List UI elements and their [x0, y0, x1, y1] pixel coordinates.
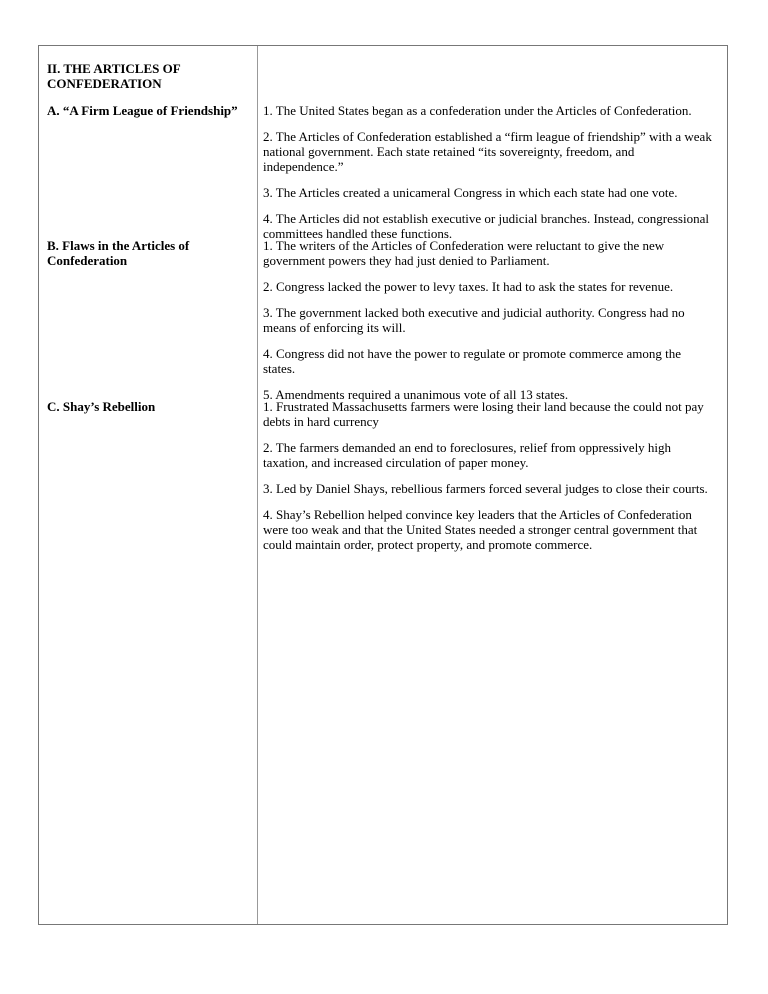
section-items-a [263, 103, 715, 252]
list-item: 1. Frustrated Massachusetts farmers were losing their land because the could not pay debts in hard currency [263, 399, 704, 429]
list-item: 5. Amendments required a unanimous vote of all 13 states. [263, 387, 569, 402]
list-item: 2. The farmers demanded an end to foreclosures, relief from oppressively high taxation, and increased circulation of paper money. [263, 440, 672, 470]
list-item: 4. The Articles did not establish executive or judicial branches. Instead, congressional committees handled these functions. [263, 211, 709, 241]
list-item: 4. Congress did not have the power to regulate or promote commerce among the states. [263, 346, 682, 376]
section-heading-a: A. “A Firm League of Friendship” [47, 103, 238, 118]
list-item: 2. The Articles of Confederation established a “firm league of friendship” with a weak national government. Each state retained “its sovereignty, freedom, and independence.” [263, 129, 712, 174]
list-item: 3. Led by Daniel Shays, rebellious farmers forced several judges to close their courts. [263, 481, 708, 496]
list-item: 1. The United States began as a confederation under the Articles of Confederation. [263, 103, 692, 118]
list-item: 4. Shay’s Rebellion helped convince key leaders that the Articles of Confederation were too weak and that the United States needed a stronger central government that could maintain order, protect property, and promote commerce. [263, 507, 698, 552]
list-item: 3. The government lacked both executive and judicial authority. Congress had no means of enforcing its will. [263, 305, 685, 335]
column-divider [257, 46, 258, 924]
section-heading-b: B. Flaws in the Articles of Confederation [47, 238, 190, 268]
section-heading-c: C. Shay’s Rebellion [47, 399, 156, 414]
section-items-b [263, 238, 715, 413]
list-item: 3. The Articles created a unicameral Congress in which each state had one vote. [263, 185, 678, 200]
list-item: 1. The writers of the Articles of Confederation were reluctant to give the new government powers they had just denied to Parliament. [263, 238, 665, 268]
list-item: 2. Congress lacked the power to levy taxes. It had to ask the states for revenue. [263, 279, 674, 294]
section-items-c [263, 399, 715, 563]
document-title: II. THE ARTICLES OF CONFEDERATION [47, 61, 181, 91]
outline-table [38, 45, 728, 925]
